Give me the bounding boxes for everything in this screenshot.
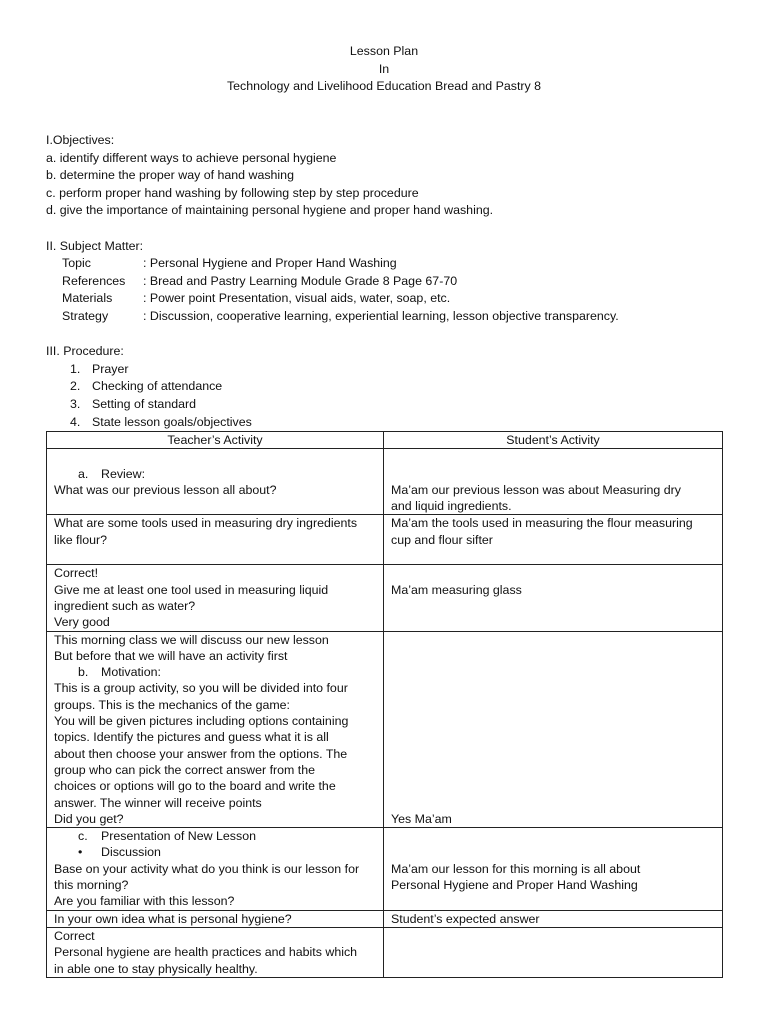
objective-item: b. determine the proper way of hand washing	[46, 168, 294, 183]
document-body	[46, 132, 736, 431]
sub-label: Motivation:	[101, 665, 161, 680]
table-row	[47, 927, 723, 977]
document-header	[0, 43, 768, 96]
subject-matter-label: Strategy	[62, 308, 109, 323]
sub-label: Review:	[101, 466, 146, 481]
teacher-cell	[47, 565, 384, 631]
procedure-text: Prayer	[92, 361, 129, 376]
teacher-cell	[47, 910, 384, 927]
procedure-text: State lesson goals/objectives	[92, 414, 252, 429]
teacher-line: Correct	[54, 928, 95, 943]
procedure-number: 4.	[70, 414, 81, 429]
student-line: Ma’am the tools used in measuring the flour measuring	[391, 516, 693, 531]
teacher-line: answer. The winner will receive points	[54, 795, 262, 810]
teacher-cell	[47, 927, 384, 977]
teacher-line: like flour?	[54, 532, 108, 547]
procedure-number: 1.	[70, 361, 81, 376]
student-line: Ma’am our lesson for this morning is all about	[391, 861, 641, 876]
sub-number: a.	[78, 466, 89, 481]
student-line: Student’s expected answer	[391, 911, 540, 926]
subject-matter-heading: II. Subject Matter:	[46, 238, 144, 253]
student-cell	[384, 565, 723, 631]
table-row	[47, 565, 723, 631]
procedure-section	[46, 343, 736, 431]
student-line: Ma’am our previous lesson was about Measuring dry	[391, 482, 681, 497]
table-row	[47, 910, 723, 927]
objective-item: a. identify different ways to achieve personal hygiene	[46, 150, 337, 165]
student-activity-header: Student’s Activity	[384, 432, 723, 449]
student-cell	[384, 910, 723, 927]
sub-number: c.	[78, 829, 88, 844]
teacher-line: group who can pick the correct answer from the	[54, 762, 316, 777]
teacher-line: You will be given pictures including options containing	[54, 714, 349, 729]
student-line: and liquid ingredients.	[391, 499, 512, 514]
review-subheading	[54, 466, 376, 482]
teacher-line: Did you get?	[54, 811, 124, 826]
subject-matter-label: Topic	[62, 256, 91, 271]
student-line: Ma’am measuring glass	[391, 582, 522, 597]
student-cell	[384, 927, 723, 977]
objective-item: c. perform proper hand washing by following step by step procedure	[46, 185, 419, 200]
subject-matter-label: Materials	[62, 291, 113, 306]
teacher-line: in able one to stay physically healthy.	[54, 961, 258, 976]
activity-table	[46, 431, 723, 978]
subject-matter-value: : Power point Presentation, visual aids, water, soap, etc.	[143, 291, 451, 306]
teacher-line: This morning class we will discuss our new lesson	[54, 632, 329, 647]
teacher-line: Base on your activity what do you think is our lesson for	[54, 861, 360, 876]
teacher-line: In your own idea what is personal hygiene?	[54, 911, 292, 926]
subject-matter-row	[46, 273, 736, 291]
sub-label: Discussion	[101, 845, 161, 860]
student-cell	[384, 449, 723, 515]
teacher-cell	[47, 515, 384, 565]
subject-matter-value: : Personal Hygiene and Proper Hand Washing	[143, 256, 397, 271]
document-title: Lesson Plan	[349, 44, 419, 58]
teacher-line: Give me at least one tool used in measuring liquid	[54, 582, 329, 597]
teacher-line: Personal hygiene are health practices and habits which	[54, 945, 358, 960]
teacher-line: What are some tools used in measuring dry ingredients	[54, 516, 358, 531]
subject-matter-label: References	[62, 273, 126, 288]
presentation-subheading	[54, 828, 376, 844]
discussion-bullet	[54, 844, 376, 860]
document-title-in: In	[378, 61, 390, 76]
student-line: Personal Hygiene and Proper Hand Washing	[391, 878, 638, 893]
procedure-item	[46, 361, 736, 379]
table-row	[47, 515, 723, 565]
subject-matter-value: : Discussion, cooperative learning, experiential learning, lesson objective transparency.	[143, 308, 619, 323]
teacher-line: This is a group activity, so you will be divided into four	[54, 681, 348, 696]
subject-matter-row	[46, 255, 736, 273]
procedure-text: Checking of attendance	[92, 379, 223, 394]
procedure-item	[46, 396, 736, 414]
teacher-line: ingredient such as water?	[54, 598, 196, 613]
teacher-line: about then choose your answer from the options. The	[54, 746, 348, 761]
table-header-row	[47, 432, 723, 449]
objectives-heading: I.Objectives:	[46, 133, 115, 147]
teacher-line: choices or options will go to the board and write the	[54, 779, 336, 794]
objective-item: d. give the importance of maintaining personal hygiene and proper hand washing.	[46, 203, 494, 218]
table-row	[47, 449, 723, 515]
procedure-number: 2.	[70, 379, 81, 394]
teacher-cell	[47, 631, 384, 828]
objectives-section	[46, 132, 736, 220]
table-row	[47, 828, 723, 910]
teacher-line: groups. This is the mechanics of the game:	[54, 697, 291, 712]
procedure-item	[46, 378, 736, 396]
procedure-heading: III. Procedure:	[46, 344, 124, 359]
sub-number: b.	[78, 665, 89, 680]
teacher-line: topics. Identify the pictures and guess what it is all	[54, 730, 329, 745]
student-line: cup and flour sifter	[391, 532, 493, 547]
procedure-number: 3.	[70, 396, 81, 411]
student-cell	[384, 515, 723, 565]
teacher-line: Very good	[54, 615, 110, 630]
teacher-cell	[47, 449, 384, 515]
motivation-subheading	[54, 664, 376, 680]
teacher-line: What was our previous lesson all about?	[54, 482, 277, 497]
teacher-line: Are you familiar with this lesson?	[54, 894, 235, 909]
teacher-line: But before that we will have an activity first	[54, 648, 288, 663]
student-line: Yes Ma’am	[391, 811, 452, 826]
teacher-cell	[47, 828, 384, 910]
subject-matter-section	[46, 238, 736, 326]
student-cell	[384, 828, 723, 910]
document-subject: Technology and Livelihood Education Bread and Pastry 8	[226, 79, 542, 93]
teacher-line: Correct!	[54, 566, 99, 581]
teacher-activity-header: Teacher’s Activity	[47, 432, 384, 449]
table-row	[47, 631, 723, 828]
subject-matter-row	[46, 308, 736, 326]
procedure-item	[46, 414, 736, 432]
sub-label: Presentation of New Lesson	[101, 829, 256, 844]
subject-matter-row	[46, 290, 736, 308]
subject-matter-value: : Bread and Pastry Learning Module Grade 8 Page 67-70	[143, 273, 458, 288]
student-cell	[384, 631, 723, 828]
bullet-icon: •	[78, 845, 83, 860]
procedure-text: Setting of standard	[92, 396, 197, 411]
teacher-line: this morning?	[54, 878, 129, 893]
